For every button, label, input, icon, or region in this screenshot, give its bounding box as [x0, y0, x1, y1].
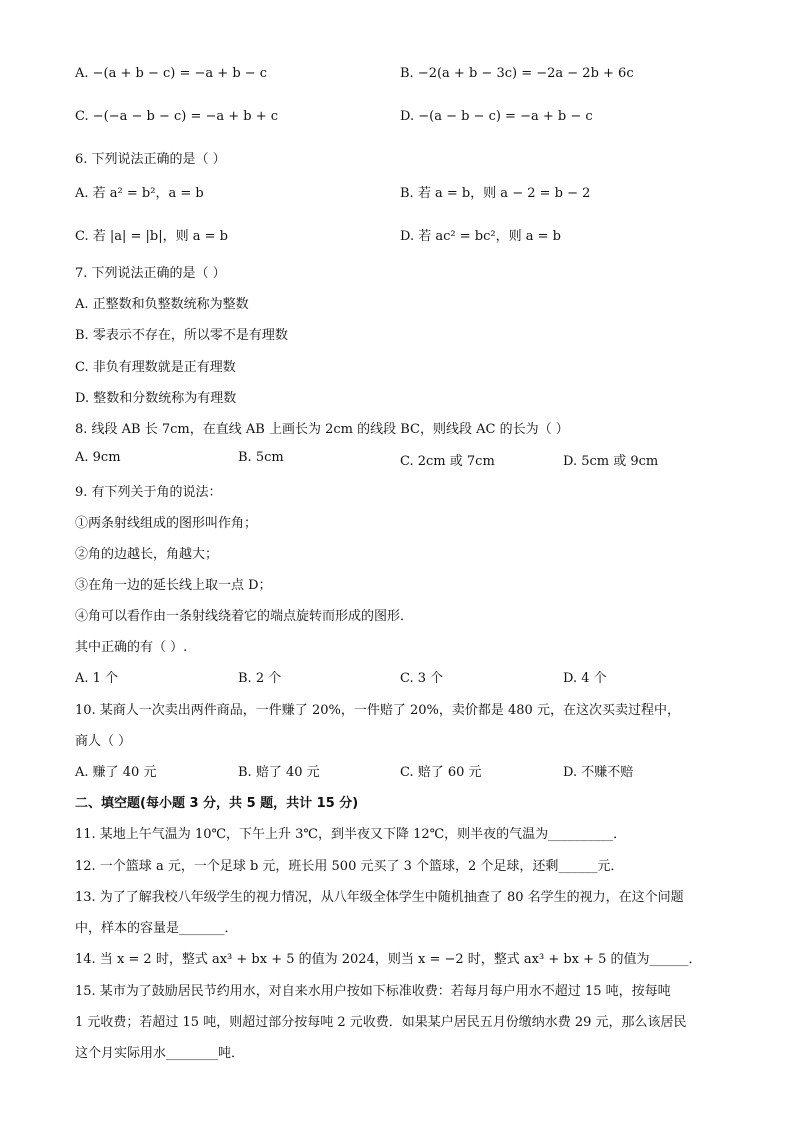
q10-option-b: B. 赔了 40 元 — [238, 765, 320, 780]
q5-option-d: D. −(a − b − c) = −a + b − c — [400, 109, 593, 124]
q7-option-a: A. 正整数和负整数统称为整数 — [75, 297, 249, 312]
q9-option-a: A. 1 个 — [75, 671, 119, 686]
q9-stem: 9. 有下列关于角的说法： — [75, 485, 222, 500]
q6-option-a: A. 若 a² = b²，a = b — [75, 186, 204, 201]
q9-question: 其中正确的有（ ）. — [75, 640, 188, 655]
q6-option-d: D. 若 ac² = bc²，则 a = b — [400, 229, 561, 244]
section-heading-fill-in: 二、填空题(每小题 3 分，共 5 题，共计 15 分) — [75, 796, 359, 811]
q8-option-b: B. 5cm — [238, 450, 284, 465]
q9-statement-2: ②角的边越长，角越大； — [75, 547, 219, 562]
q7-option-c: C. 非负有理数就是正有理数 — [75, 360, 236, 375]
q6-option-b: B. 若 a = b，则 a − 2 = b − 2 — [400, 186, 591, 201]
q11: 11. 某地上午气温为 10℃，下午上升 3℃，到半夜又下降 12℃，则半夜的气温为__________． — [75, 827, 627, 842]
q6-option-c: C. 若 |a| = |b|，则 a = b — [75, 229, 228, 244]
q5-option-c: C. −(−a − b − c) = −a + b + c — [75, 109, 279, 124]
q8-option-a: A. 9cm — [75, 450, 121, 465]
q14: 14. 当 x = 2 时，整式 ax³ + bx + 5 的值为 2024，则当 x = −2 时，整式 ax³ + bx + 5 的值为______． — [75, 952, 702, 967]
q15-line-2: 1 元收费；若超过 15 吨，则超过部分按每吨 2 元收费．如果某户居民五月份缴纳水费 29 元，那么该居民 — [75, 1015, 687, 1030]
q10-option-a: A. 赚了 40 元 — [75, 765, 157, 780]
q8-option-d: D. 5cm 或 9cm — [563, 454, 659, 469]
q7-option-b: B. 零表示不存在，所以零不是有理数 — [75, 328, 288, 343]
q6-stem: 6. 下列说法正确的是（ ） — [75, 152, 226, 167]
q9-option-c: C. 3 个 — [400, 671, 444, 686]
q10-stem-line-2: 商人（ ） — [75, 734, 132, 749]
q15-line-3: 这个月实际用水________吨． — [75, 1046, 245, 1061]
q12: 12. 一个篮球 a 元，一个足球 b 元，班长用 500 元买了 3 个篮球，2 个足球，还剩______元． — [75, 859, 624, 874]
q10-option-d: D. 不赚不赔 — [563, 765, 634, 780]
q9-statement-3: ③在角一边的延长线上取一点 D； — [75, 578, 272, 593]
q9-option-b: B. 2 个 — [238, 671, 282, 686]
q7-option-d: D. 整数和分数统称为有理数 — [75, 391, 237, 406]
q10-option-c: C. 赔了 60 元 — [400, 765, 482, 780]
q13-line-2: 中，样本的容量是_______． — [75, 921, 238, 936]
q10-stem-line-1: 10. 某商人一次卖出两件商品，一件赚了 20%，一件赔了 20%，卖价都是 480 元，在这次买卖过程中， — [75, 703, 680, 718]
q7-stem: 7. 下列说法正确的是（ ） — [75, 266, 226, 281]
q15-line-1: 15. 某市为了鼓励居民节约用水，对自来水用户按如下标准收费：若每月每户用水不超过 15 吨，按每吨 — [75, 984, 671, 999]
q9-statement-1: ①两条射线组成的图形叫作角； — [75, 516, 258, 531]
q9-statement-4: ④角可以看作由一条射线绕着它的端点旋转而形成的图形． — [75, 609, 414, 624]
q9-option-d: D. 4 个 — [563, 671, 607, 686]
q5-option-b: B. −2(a + b − 3c) = −2a − 2b + 6c — [400, 66, 634, 81]
q13-line-1: 13. 为了了解我校八年级学生的视力情况，从八年级全体学生中随机抽查了 80 名学生的视力，在这个问题 — [75, 890, 684, 905]
q5-option-a: A. −(a + b − c) = −a + b − c — [75, 66, 268, 81]
q8-stem: 8. 线段 AB 长 7cm，在直线 AB 上画长为 2cm 的线段 BC，则线段 AC 的长为（ ） — [75, 422, 569, 437]
q8-option-c: C. 2cm 或 7cm — [400, 454, 495, 469]
